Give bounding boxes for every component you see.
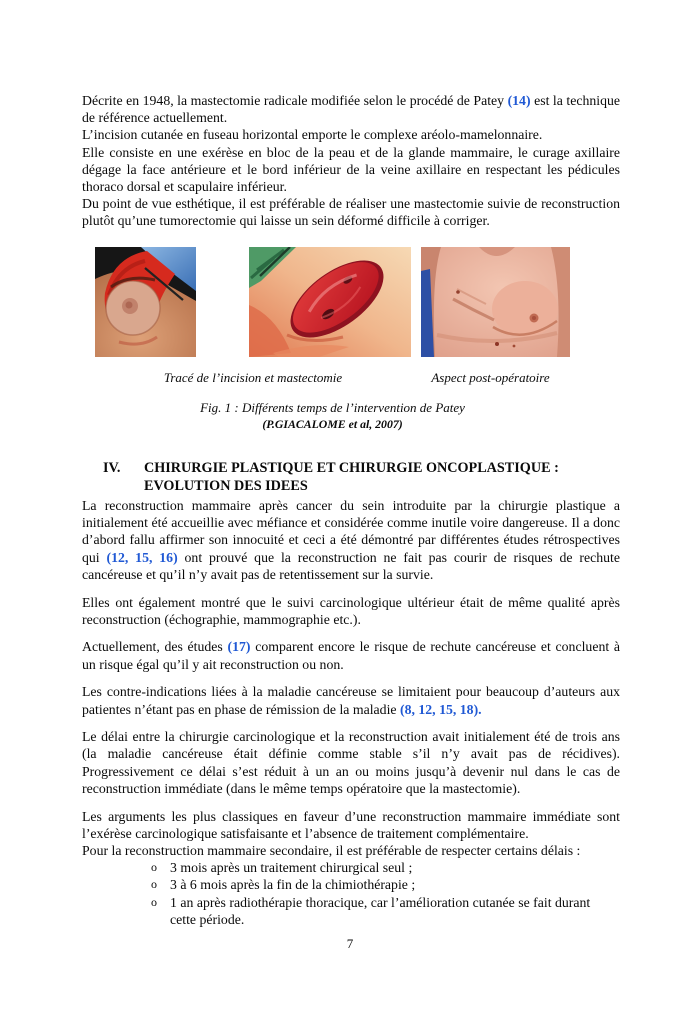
citation-ref: (12, 15, 16): [106, 549, 178, 565]
paragraph: Les contre-indications liées à la maladie cancéreuse se limitaient pour beaucoup d’auteurs aux patientes n’étant pas en phase de rémission de la maladie (8, 12, 15, 18).: [82, 684, 620, 717]
delay-list-item: [82, 894, 620, 928]
bullet-marker: o: [151, 860, 157, 875]
section-number: IV.: [103, 459, 121, 476]
incision-tracing-photo: [95, 247, 196, 357]
postoperative-torso-photo: [421, 247, 570, 357]
paragraph: Décrite en 1948, la mastectomie radicale modifiée selon le procédé de Patey (14) est la technique de référence actuellement.: [82, 93, 621, 126]
mastectomy-wound-photo: [249, 247, 411, 357]
delays-list: [82, 859, 620, 928]
paragraph: Le délai entre la chirurgie carcinologique et la reconstruction avait initialement été de trois ans (la maladie cancéreuse était définie comme stable s’il n’y avait pas de récidives). Progressivement ce délai s’est réduit à un an ou moins jusqu’à devenir nul dans le cas de reconstruction immédiate (dans le même temps opératoire que la mastectomie).: [82, 729, 620, 796]
bullet-marker: o: [151, 877, 157, 892]
citation-ref: (17): [227, 639, 251, 655]
figure-image-row: [95, 247, 570, 357]
delay-item-text: 3 à 6 mois après la fin de la chimiothérapie ;: [170, 877, 416, 893]
caption-incision-mastectomy: Tracé de l’incision et mastectomie: [163, 369, 343, 385]
caption-postoperative: Aspect post-opératoire: [431, 369, 550, 385]
citation-ref: (14): [507, 93, 531, 108]
figure-caption-title: Fig. 1 : Différents temps de l’intervention de Patey: [200, 399, 465, 415]
section-title: [144, 459, 620, 495]
section-title-line1: CHIRURGIE PLASTIQUE ET CHIRURGIE ONCOPLASTIQUE :: [144, 459, 559, 476]
delay-item-text: 3 mois après un traitement chirurgical seul ;: [170, 860, 413, 876]
photo-captions-row: [95, 370, 570, 386]
delays-intro: Pour la reconstruction mammaire secondaire, il est préférable de respecter certains délais :: [82, 842, 581, 858]
section-heading: [82, 459, 620, 495]
figure-caption-source: (P.GIACALOME et al, 2007): [262, 416, 403, 431]
citation-ref: (8, 12, 15, 18).: [399, 701, 482, 717]
page-content: [82, 92, 620, 928]
delays-block: [82, 842, 620, 928]
figure-1: [95, 247, 570, 432]
body-paragraphs: [82, 497, 620, 842]
page-number: 7: [346, 936, 354, 951]
intro-paragraphs: [82, 92, 620, 230]
paragraph: Elles ont également montré que le suivi carcinologique ultérieur était de même qualité après reconstruction (échographie, mammographie etc.).: [82, 594, 620, 627]
paragraph: Du point de vue esthétique, il est préférable de réaliser une mastectomie suivie de reconstruction plutôt qu’une tumorectomie qui laisse un sein déformé difficile à corriger.: [82, 196, 620, 229]
section-title-line2: EVOLUTION DES IDEES: [144, 477, 308, 494]
figure-caption: [95, 400, 570, 432]
paragraph: Actuellement, des études (17) comparent encore le risque de rechute cancéreuse et concluent à un risque égal qu’il y ait reconstruction ou non.: [82, 639, 620, 672]
bullet-marker: o: [151, 894, 157, 909]
paragraph: L’incision cutanée en fuseau horizontal emporte le complexe aréolo-mamelonnaire.: [82, 127, 543, 143]
paragraph: La reconstruction mammaire après cancer du sein introduite par la chirurgie plastique a initialement été accueillie avec méfiance et considérée comme inutile voire dangereuse. Il a donc d’abord fallu affirmer son innocuité et ceci a été démontré par différentes études rétrospectives qui (12, 15, 16) ont prouvé que la reconstruction ne fait pas courir de risques de rechute cancéreuse et qu’il n’y avait pas de retentissement sur la survie.: [82, 498, 620, 582]
paragraph: Les arguments les plus classiques en faveur d’une reconstruction mammaire immédiate sont l’exérèse carcinologique satisfaisante et l’absence de traitement complémentaire.: [82, 808, 620, 841]
delay-list-item: [82, 876, 620, 893]
paragraph: Elle consiste en une exérèse en bloc de la peau et de la glande mammaire, le curage axillaire dégage la face antérieure et le bord inférieur de la veine axillaire en respectant les pédicules thoraco dorsal et scapulaire inférieur.: [82, 144, 620, 195]
delay-list-item: [82, 859, 620, 876]
delay-item-text: 1 an après radiothérapie thoracique, car l’amélioration cutanée se fait durant cette période.: [170, 894, 591, 927]
